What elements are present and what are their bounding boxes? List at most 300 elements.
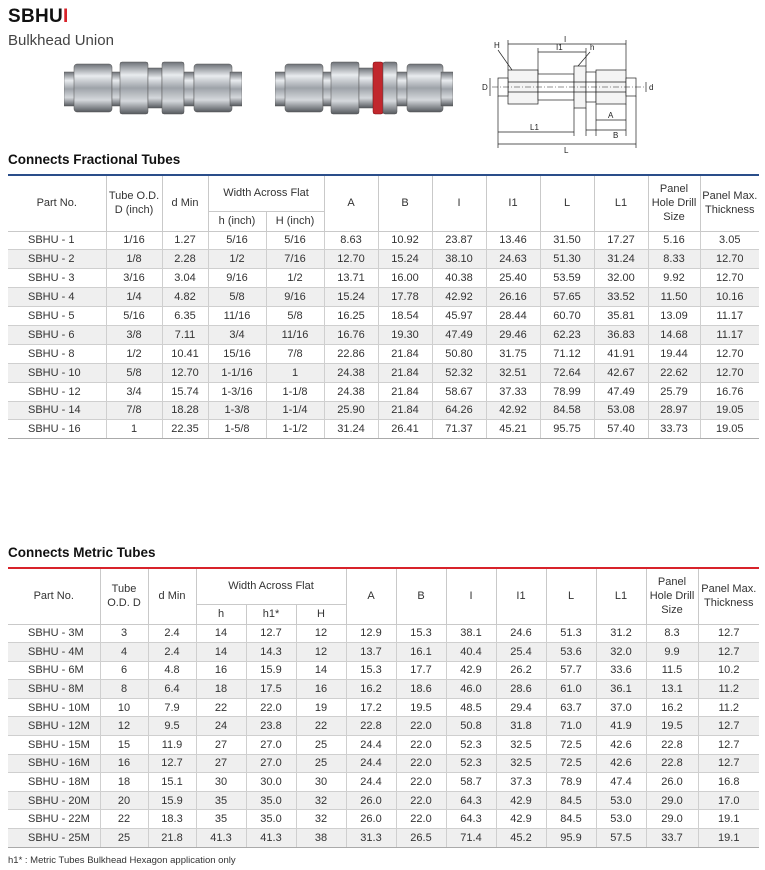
table-cell: 19: [296, 698, 346, 717]
table-cell: 27.0: [246, 754, 296, 773]
part-number-cell: SBHU - 3M: [8, 624, 100, 643]
table-cell: 5.16: [648, 231, 700, 250]
metric-table-body: [8, 624, 759, 847]
col-header-panel-hole: Panel Hole Drill Size: [648, 175, 700, 231]
table-cell: 13.09: [648, 307, 700, 326]
table-row: [8, 382, 759, 401]
table-cell: 10.2: [698, 661, 759, 680]
table-row: [8, 269, 759, 288]
table-cell: 7/8: [106, 401, 162, 420]
col-header-L: L: [546, 568, 596, 624]
dim-label-B: B: [613, 131, 619, 140]
col-header-I: I: [446, 568, 496, 624]
table-cell: 9/16: [208, 269, 266, 288]
table-row: [8, 829, 759, 848]
col-header-I1: I1: [486, 175, 540, 231]
table-cell: 12.70: [700, 269, 759, 288]
col-header-waf: Width Across Flat: [208, 175, 324, 211]
table-cell: 1-1/16: [208, 363, 266, 382]
table-cell: 26.2: [496, 661, 546, 680]
table-cell: 42.9: [496, 791, 546, 810]
table-cell: 18: [196, 680, 246, 699]
table-row: [8, 363, 759, 382]
part-number-cell: SBHU - 14: [8, 401, 106, 420]
table-cell: 35.0: [246, 791, 296, 810]
table-cell: 48.5: [446, 698, 496, 717]
table-cell: 22.0: [246, 698, 296, 717]
table-cell: 57.40: [594, 420, 648, 439]
col-header-h: h (inch): [208, 211, 266, 231]
table-row: [8, 624, 759, 643]
table-cell: 41.3: [196, 829, 246, 848]
table-cell: 8: [100, 680, 148, 699]
table-cell: 30: [296, 773, 346, 792]
table-cell: 31.24: [594, 250, 648, 269]
table-cell: 8.3: [646, 624, 698, 643]
part-number-cell: SBHU - 12M: [8, 717, 100, 736]
table-cell: 14: [196, 643, 246, 662]
table-cell: 32: [296, 810, 346, 829]
table-cell: 5/8: [106, 363, 162, 382]
table-cell: 16.2: [646, 698, 698, 717]
table-cell: 17.2: [346, 698, 396, 717]
table-cell: 57.7: [546, 661, 596, 680]
table-cell: 16: [196, 661, 246, 680]
table-row: [8, 791, 759, 810]
table-cell: 5/16: [266, 231, 324, 250]
table-cell: 10.92: [378, 231, 432, 250]
table-cell: 32.00: [594, 269, 648, 288]
col-header-I1: I1: [496, 568, 546, 624]
table-cell: 36.83: [594, 325, 648, 344]
table-cell: 14: [196, 624, 246, 643]
col-header-L1: L1: [594, 175, 648, 231]
table-cell: 50.8: [446, 717, 496, 736]
table-cell: 22.0: [396, 773, 446, 792]
table-cell: 64.3: [446, 791, 496, 810]
table-cell: 18.54: [378, 307, 432, 326]
title-accent: I: [63, 6, 69, 27]
table-cell: 12.70: [700, 344, 759, 363]
table-cell: 84.5: [546, 791, 596, 810]
table-cell: 64.26: [432, 401, 486, 420]
table-cell: 2.28: [162, 250, 208, 269]
table-cell: 52.3: [446, 754, 496, 773]
table-cell: 17.7: [396, 661, 446, 680]
table-cell: 12: [296, 643, 346, 662]
table-cell: 24.6: [496, 624, 546, 643]
part-number-cell: SBHU - 15M: [8, 736, 100, 755]
table-cell: 21.84: [378, 363, 432, 382]
table-cell: 12.70: [162, 363, 208, 382]
table-cell: 51.3: [546, 624, 596, 643]
table-cell: 22: [196, 698, 246, 717]
dim-label-D: D: [482, 83, 488, 92]
table-cell: 4.82: [162, 288, 208, 307]
col-header-panel-hole: Panel Hole Drill Size: [646, 568, 698, 624]
table-cell: 26.16: [486, 288, 540, 307]
dim-label-d: d: [649, 83, 654, 92]
table-cell: 62.23: [540, 325, 594, 344]
table-cell: 16.2: [346, 680, 396, 699]
table-cell: 78.99: [540, 382, 594, 401]
table-cell: 17.0: [698, 791, 759, 810]
table-cell: 57.5: [596, 829, 646, 848]
table-cell: 31.24: [324, 420, 378, 439]
col-header-d: d Min: [162, 175, 208, 231]
table-cell: 31.75: [486, 344, 540, 363]
table-cell: 13.7: [346, 643, 396, 662]
table-cell: 23.8: [246, 717, 296, 736]
table-cell: 18.6: [396, 680, 446, 699]
table-cell: 3.05: [700, 231, 759, 250]
table-cell: 29.4: [496, 698, 546, 717]
table-cell: 11.17: [700, 325, 759, 344]
table-cell: 28.97: [648, 401, 700, 420]
table-cell: 22: [100, 810, 148, 829]
dim-label-I: I: [564, 35, 567, 44]
table-cell: 47.49: [432, 325, 486, 344]
page-subtitle: Bulkhead Union: [8, 32, 114, 49]
table-cell: 31.2: [596, 624, 646, 643]
table-row: [8, 661, 759, 680]
table-cell: 12.7: [148, 754, 196, 773]
col-header-B: B: [396, 568, 446, 624]
technical-drawing: [478, 32, 658, 156]
table-row: [8, 288, 759, 307]
col-header-A: A: [346, 568, 396, 624]
table-cell: 1/8: [106, 250, 162, 269]
table-cell: 84.58: [540, 401, 594, 420]
table-cell: 13.71: [324, 269, 378, 288]
table-row: [8, 680, 759, 699]
table-cell: 40.38: [432, 269, 486, 288]
table-cell: 18: [100, 773, 148, 792]
table-cell: 6.35: [162, 307, 208, 326]
table-row: [8, 420, 759, 439]
table-cell: 16.00: [378, 269, 432, 288]
table-cell: 7/16: [266, 250, 324, 269]
table-cell: 30: [196, 773, 246, 792]
table-cell: 5/8: [208, 288, 266, 307]
part-number-cell: SBHU - 8M: [8, 680, 100, 699]
table-cell: 27: [196, 736, 246, 755]
part-number-cell: SBHU - 16M: [8, 754, 100, 773]
table-cell: 28.6: [496, 680, 546, 699]
table-cell: 33.6: [596, 661, 646, 680]
table-cell: 17.27: [594, 231, 648, 250]
table-cell: 3/4: [106, 382, 162, 401]
part-number-cell: SBHU - 1: [8, 231, 106, 250]
table-cell: 84.5: [546, 810, 596, 829]
table-cell: 11.9: [148, 736, 196, 755]
table-cell: 32.51: [486, 363, 540, 382]
table-cell: 53.08: [594, 401, 648, 420]
table-cell: 47.49: [594, 382, 648, 401]
table-cell: 31.50: [540, 231, 594, 250]
table-cell: 1.27: [162, 231, 208, 250]
part-number-cell: SBHU - 4M: [8, 643, 100, 662]
fractional-table: [8, 174, 759, 439]
dim-label-I1: I1: [556, 43, 563, 52]
part-number-cell: SBHU - 22M: [8, 810, 100, 829]
table-cell: 16: [100, 754, 148, 773]
table-cell: 46.0: [446, 680, 496, 699]
col-header-panel-max: Panel Max. Thickness: [698, 568, 759, 624]
table-cell: 15.24: [378, 250, 432, 269]
table-row: [8, 698, 759, 717]
table-cell: 22.8: [646, 736, 698, 755]
table-row: [8, 325, 759, 344]
table-row: [8, 231, 759, 250]
table-cell: 33.7: [646, 829, 698, 848]
table-cell: 18.28: [162, 401, 208, 420]
table-cell: 12.7: [246, 624, 296, 643]
part-number-cell: SBHU - 3: [8, 269, 106, 288]
table-row: [8, 810, 759, 829]
table-cell: 11.2: [698, 698, 759, 717]
table-cell: 29.46: [486, 325, 540, 344]
table-cell: 15.9: [148, 791, 196, 810]
table-cell: 52.3: [446, 736, 496, 755]
col-header-I: I: [432, 175, 486, 231]
table-cell: 2.4: [148, 624, 196, 643]
table-cell: 22.62: [648, 363, 700, 382]
col-header-H: H (inch): [266, 211, 324, 231]
table-cell: 7.11: [162, 325, 208, 344]
table-cell: 12.70: [324, 250, 378, 269]
table-cell: 19.44: [648, 344, 700, 363]
table-cell: 37.33: [486, 382, 540, 401]
table-cell: 24.4: [346, 773, 396, 792]
section-title-fractional: Connects Fractional Tubes: [8, 152, 181, 167]
table-cell: 8.33: [648, 250, 700, 269]
table-cell: 3/8: [106, 325, 162, 344]
table-cell: 45.97: [432, 307, 486, 326]
table-cell: 10.16: [700, 288, 759, 307]
table-cell: 38.1: [446, 624, 496, 643]
table-cell: 3: [100, 624, 148, 643]
table-cell: 9.92: [648, 269, 700, 288]
table-cell: 38.10: [432, 250, 486, 269]
col-header-part: Part No.: [8, 568, 100, 624]
table-cell: 37.0: [596, 698, 646, 717]
table-cell: 9.9: [646, 643, 698, 662]
dim-label-L1: L1: [530, 123, 539, 132]
table-cell: 11/16: [266, 325, 324, 344]
table-cell: 18.3: [148, 810, 196, 829]
table-cell: 16.76: [700, 382, 759, 401]
table-cell: 57.65: [540, 288, 594, 307]
table-cell: 51.30: [540, 250, 594, 269]
table-cell: 53.6: [546, 643, 596, 662]
table-cell: 23.87: [432, 231, 486, 250]
table-cell: 78.9: [546, 773, 596, 792]
table-cell: 41.91: [594, 344, 648, 363]
table-cell: 15.24: [324, 288, 378, 307]
table-cell: 20: [100, 791, 148, 810]
table-cell: 25: [296, 736, 346, 755]
table-cell: 19.5: [646, 717, 698, 736]
table-cell: 72.5: [546, 754, 596, 773]
table-cell: 38: [296, 829, 346, 848]
table-cell: 22.0: [396, 717, 446, 736]
col-header-h: h: [196, 604, 246, 624]
table-cell: 19.30: [378, 325, 432, 344]
table-cell: 58.7: [446, 773, 496, 792]
fractional-table-body: [8, 231, 759, 439]
dim-label-h: h: [590, 43, 595, 52]
table-cell: 25: [100, 829, 148, 848]
table-cell: 1/2: [266, 269, 324, 288]
col-header-part: Part No.: [8, 175, 106, 231]
table-cell: 19.05: [700, 420, 759, 439]
table-cell: 1: [106, 420, 162, 439]
section-title-metric: Connects Metric Tubes: [8, 545, 156, 560]
table-cell: 19.5: [396, 698, 446, 717]
table-cell: 25.40: [486, 269, 540, 288]
table-cell: 72.64: [540, 363, 594, 382]
table-cell: 16.25: [324, 307, 378, 326]
table-cell: 58.67: [432, 382, 486, 401]
table-cell: 71.4: [446, 829, 496, 848]
table-cell: 12: [296, 624, 346, 643]
table-cell: 2.4: [148, 643, 196, 662]
table-cell: 3/16: [106, 269, 162, 288]
table-cell: 12.9: [346, 624, 396, 643]
table-cell: 63.7: [546, 698, 596, 717]
table-cell: 21.84: [378, 382, 432, 401]
table-cell: 42.92: [486, 401, 540, 420]
table-cell: 10: [100, 698, 148, 717]
table-cell: 16.8: [698, 773, 759, 792]
table-cell: 25.79: [648, 382, 700, 401]
table-cell: 11.50: [648, 288, 700, 307]
table-cell: 12.7: [698, 754, 759, 773]
table-cell: 10.41: [162, 344, 208, 363]
part-number-cell: SBHU - 6M: [8, 661, 100, 680]
table-cell: 7/8: [266, 344, 324, 363]
table-cell: 15.3: [396, 624, 446, 643]
table-cell: 1: [266, 363, 324, 382]
table-cell: 16.76: [324, 325, 378, 344]
table-cell: 25.4: [496, 643, 546, 662]
table-cell: 30.0: [246, 773, 296, 792]
table-cell: 24: [196, 717, 246, 736]
table-cell: 41.9: [596, 717, 646, 736]
table-cell: 19.05: [700, 401, 759, 420]
table-cell: 61.0: [546, 680, 596, 699]
table-cell: 22.0: [396, 754, 446, 773]
table-cell: 8.63: [324, 231, 378, 250]
part-number-cell: SBHU - 5: [8, 307, 106, 326]
table-cell: 27.0: [246, 736, 296, 755]
table-cell: 5/16: [208, 231, 266, 250]
table-cell: 19.1: [698, 810, 759, 829]
table-cell: 36.1: [596, 680, 646, 699]
dim-label-L: L: [564, 146, 569, 155]
table-cell: 22: [296, 717, 346, 736]
table-cell: 15.1: [148, 773, 196, 792]
table-cell: 12.7: [698, 717, 759, 736]
table-cell: 29.0: [646, 791, 698, 810]
table-cell: 1-1/4: [266, 401, 324, 420]
product-photo-fitting-oring: [275, 58, 453, 118]
table-cell: 33.52: [594, 288, 648, 307]
table-cell: 25: [296, 754, 346, 773]
part-number-cell: SBHU - 8: [8, 344, 106, 363]
table-cell: 42.6: [596, 736, 646, 755]
table-cell: 15: [100, 736, 148, 755]
table-cell: 24.38: [324, 382, 378, 401]
dim-label-H: H: [494, 41, 500, 50]
table-cell: 22.8: [346, 717, 396, 736]
table-cell: 14.3: [246, 643, 296, 662]
part-number-cell: SBHU - 10: [8, 363, 106, 382]
table-cell: 21.8: [148, 829, 196, 848]
table-cell: 12.70: [700, 363, 759, 382]
product-photo-fitting: [64, 58, 242, 118]
table-cell: 6: [100, 661, 148, 680]
col-header-tube-od: Tube O.D. D (inch): [106, 175, 162, 231]
col-header-panel-max: Panel Max. Thickness: [700, 175, 759, 231]
col-header-tube-od: Tube O.D. D: [100, 568, 148, 624]
table-cell: 9/16: [266, 288, 324, 307]
table-cell: 32: [296, 791, 346, 810]
table-row: [8, 717, 759, 736]
table-cell: 11.5: [646, 661, 698, 680]
table-cell: 42.9: [496, 810, 546, 829]
table-cell: 32.5: [496, 736, 546, 755]
col-header-d: d Min: [148, 568, 196, 624]
table-row: [8, 307, 759, 326]
part-number-cell: SBHU - 16: [8, 420, 106, 439]
table-cell: 24.63: [486, 250, 540, 269]
table-cell: 35.0: [246, 810, 296, 829]
title-main: SBHU: [8, 6, 64, 27]
table-cell: 64.3: [446, 810, 496, 829]
table-cell: 1-1/2: [266, 420, 324, 439]
table-cell: 6.4: [148, 680, 196, 699]
table-cell: 17.78: [378, 288, 432, 307]
table-cell: 11.2: [698, 680, 759, 699]
table-cell: 1-5/8: [208, 420, 266, 439]
table-cell: 12.7: [698, 736, 759, 755]
table-cell: 72.5: [546, 736, 596, 755]
part-number-cell: SBHU - 20M: [8, 791, 100, 810]
table-cell: 35: [196, 791, 246, 810]
table-cell: 52.32: [432, 363, 486, 382]
table-cell: 45.21: [486, 420, 540, 439]
col-header-L1: L1: [596, 568, 646, 624]
col-header-L: L: [540, 175, 594, 231]
table-cell: 35: [196, 810, 246, 829]
table-cell: 12.7: [698, 643, 759, 662]
table-cell: 16: [296, 680, 346, 699]
table-cell: 1-1/8: [266, 382, 324, 401]
table-cell: 95.75: [540, 420, 594, 439]
part-number-cell: SBHU - 12: [8, 382, 106, 401]
metric-table: [8, 567, 759, 848]
table-cell: 24.4: [346, 736, 396, 755]
table-cell: 22.0: [396, 736, 446, 755]
table-row: [8, 736, 759, 755]
table-cell: 24.4: [346, 754, 396, 773]
table-cell: 40.4: [446, 643, 496, 662]
table-cell: 29.0: [646, 810, 698, 829]
table-cell: 37.3: [496, 773, 546, 792]
table-cell: 31.8: [496, 717, 546, 736]
